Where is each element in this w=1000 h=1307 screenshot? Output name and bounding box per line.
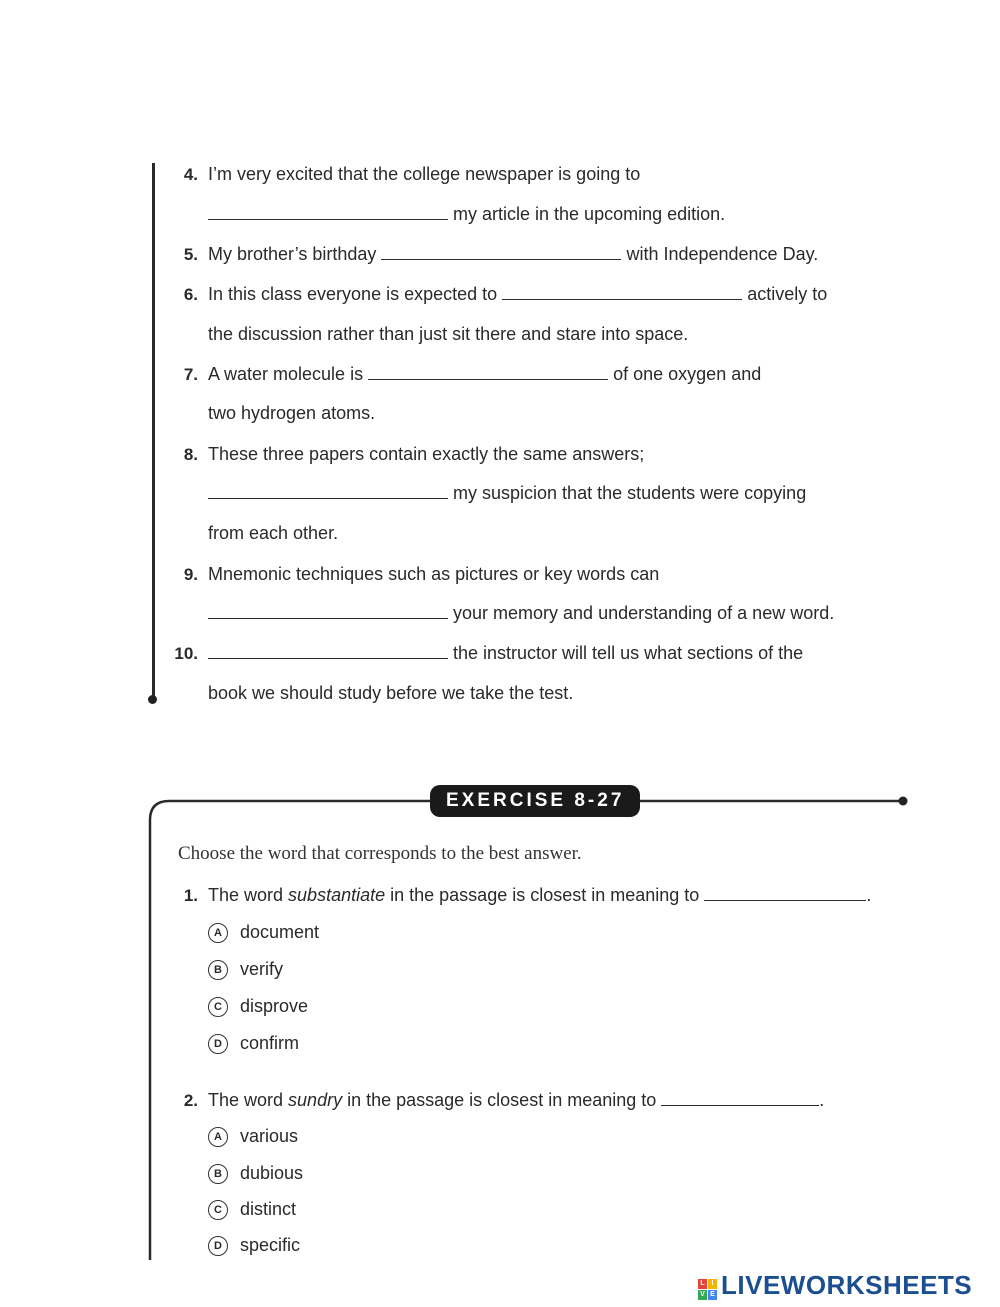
item-8-line-3: from each other. (208, 523, 339, 543)
item-4-line-1: I’m very excited that the college newspaper is going to (208, 164, 641, 184)
item-number: 6. (183, 285, 198, 304)
item-5-text-before: My brother’s birthday (208, 244, 377, 264)
item-6-text-before: In this class everyone is expected to (208, 284, 498, 304)
item-7-line-2: two hydrogen atoms. (208, 403, 376, 423)
answer-blank[interactable] (208, 205, 448, 220)
item-9-text-after: your memory and understanding of a new word. (453, 603, 835, 623)
frame-end-dot (899, 797, 908, 806)
question-1-keyword: substantiate (288, 885, 386, 905)
item-4-text-after: my article in the upcoming edition. (453, 204, 726, 224)
answer-blank[interactable] (381, 245, 621, 260)
item-10-line-1 (208, 642, 803, 664)
item-10-line-2: book we should study before we take the test. (208, 683, 574, 703)
item-7-text-after: of one oxygen and (613, 364, 762, 384)
option-letter-circle[interactable]: D (208, 1236, 228, 1256)
item-number: 8. (183, 445, 198, 464)
logo-icon-letter: V (698, 1290, 707, 1300)
question-1-option-d[interactable] (208, 1031, 299, 1055)
option-text: document (240, 922, 320, 942)
answer-blank[interactable] (661, 1091, 819, 1106)
item-9-line-2 (208, 602, 834, 624)
option-letter-circle[interactable]: B (208, 1164, 228, 1184)
item-number: 4. (183, 165, 198, 184)
question-1-text-before: The word (208, 885, 289, 905)
item-5-text-after: with Independence Day. (626, 244, 819, 264)
item-6-text-after: actively to (747, 284, 828, 304)
question-number: 2. (183, 1091, 198, 1110)
question-2-text-before: The word (208, 1090, 289, 1110)
item-number: 10. (174, 644, 198, 663)
option-text: verify (240, 959, 284, 979)
logo-text: LIVEWORKSHEETS (721, 1270, 973, 1300)
answer-blank[interactable] (208, 604, 448, 619)
exercise-instruction: Choose the word that corresponds to the best answer. (178, 843, 582, 864)
answer-blank[interactable] (704, 886, 866, 901)
exercise-title-badge: EXERCISE 8-27 (430, 785, 640, 817)
question-2-option-b[interactable] (208, 1161, 303, 1185)
question-2-option-c[interactable] (208, 1197, 296, 1221)
question-2-option-d[interactable] (208, 1233, 300, 1257)
item-9-line-1: Mnemonic techniques such as pictures or key words can (208, 564, 660, 584)
left-bracket-line (152, 163, 155, 698)
question-1-option-a[interactable] (208, 920, 319, 944)
option-letter-circle[interactable]: C (208, 1200, 228, 1220)
question-1-option-c[interactable] (208, 994, 308, 1018)
option-letter-circle[interactable]: B (208, 960, 228, 980)
option-text: dubious (240, 1163, 304, 1183)
exercise-frame (145, 795, 915, 1265)
item-number: 9. (183, 565, 198, 584)
question-2-text-after: in the passage is closest in meaning to (342, 1090, 657, 1110)
item-8-text-after: my suspicion that the students were copying (453, 483, 807, 503)
question-2-stem (208, 1089, 824, 1111)
answer-blank[interactable] (368, 365, 608, 380)
option-text: disprove (240, 996, 309, 1016)
question-1-option-b[interactable] (208, 957, 283, 981)
option-text: confirm (240, 1033, 300, 1053)
logo-icon-letter: E (708, 1290, 717, 1300)
option-letter-circle[interactable]: D (208, 1034, 228, 1054)
liveworksheets-logo[interactable] (698, 1268, 972, 1302)
item-7-line-1 (208, 363, 761, 385)
item-number: 7. (183, 365, 198, 384)
answer-blank[interactable] (502, 285, 742, 300)
question-1-text-after: in the passage is closest in meaning to (385, 885, 700, 905)
item-8-line-2 (208, 482, 806, 504)
option-letter-circle[interactable]: A (208, 923, 228, 943)
question-2-option-a[interactable] (208, 1124, 298, 1148)
option-text: specific (240, 1235, 301, 1255)
question-1-end: . (866, 885, 872, 905)
answer-blank[interactable] (208, 644, 448, 659)
option-text: various (240, 1126, 299, 1146)
question-number: 1. (183, 886, 198, 905)
question-2-keyword: sundry (288, 1090, 343, 1110)
answer-blank[interactable] (208, 484, 448, 499)
question-1-stem (208, 884, 871, 906)
item-8-line-1: These three papers contain exactly the same answers; (208, 444, 645, 464)
logo-icon-letter: I (708, 1279, 717, 1289)
option-letter-circle[interactable]: A (208, 1127, 228, 1147)
item-6-line-2: the discussion rather than just sit there and stare into space. (208, 324, 689, 344)
option-letter-circle[interactable]: C (208, 997, 228, 1017)
logo-icon (698, 1279, 717, 1300)
item-7-text-before: A water molecule is (208, 364, 364, 384)
option-text: distinct (240, 1199, 297, 1219)
item-4-line-2 (208, 203, 725, 225)
bracket-end-dot (148, 695, 157, 704)
logo-icon-letter: L (698, 1279, 707, 1289)
item-6-line-1 (208, 283, 827, 305)
item-5-line-1 (208, 243, 818, 265)
item-10-text-after: the instructor will tell us what sections of the (453, 643, 804, 663)
item-number: 5. (183, 245, 198, 264)
question-2-end: . (819, 1090, 825, 1110)
